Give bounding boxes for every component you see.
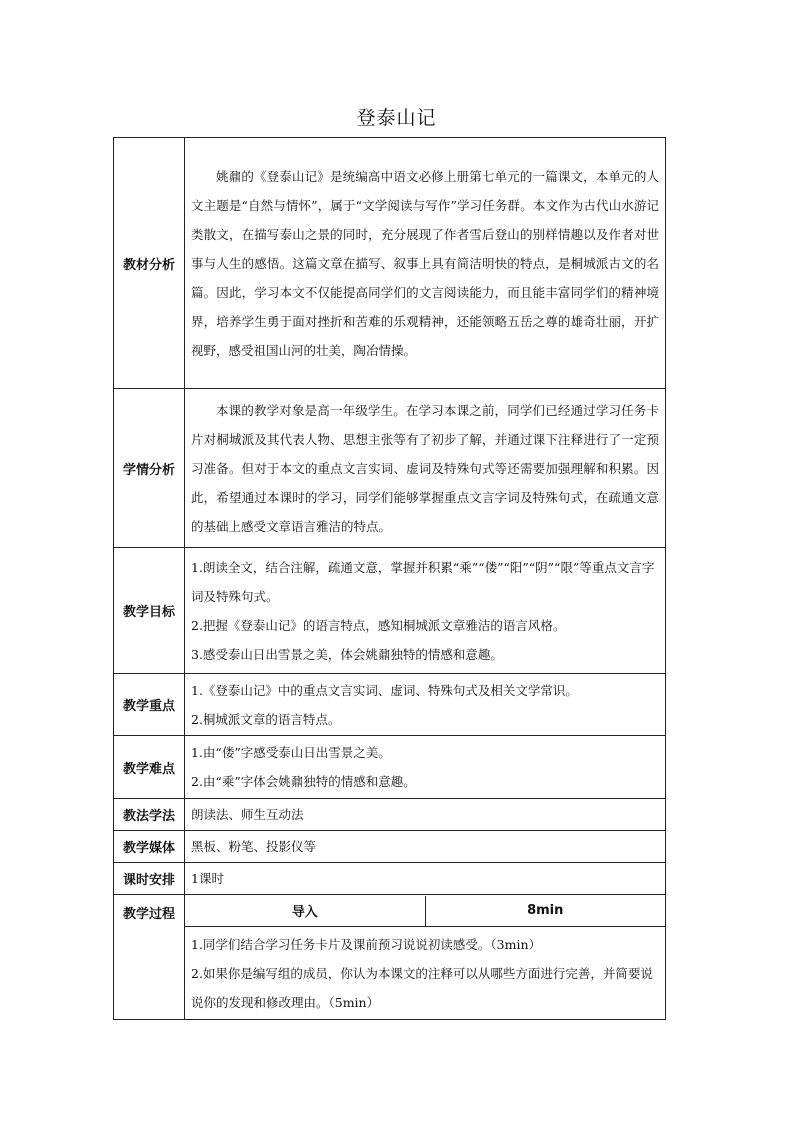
process-item-1: 1.同学们结合学习任务卡片及课前预习说说初读感受。（3min） — [191, 936, 542, 952]
label-schedule: 课时安排 — [114, 863, 185, 895]
label-material-analysis: 教材分析 — [114, 138, 185, 389]
label-objectives: 教学目标 — [114, 548, 185, 674]
label-difficulties: 教学难点 — [114, 736, 185, 799]
process-stage-header — [185, 895, 666, 927]
row-student-analysis — [114, 389, 666, 548]
content-media — [185, 831, 666, 863]
lesson-plan-table — [113, 137, 666, 1020]
content-student-analysis — [185, 389, 666, 548]
student-analysis-text: 本课的教学对象是高一年级学生。在学习本课之前，同学们已经通过学习任务卡片对桐城派及其代表人物、思想主张等有了初步了解，并通过课下注释进行了一定预习准备。但对于本文的重点文言实词、虚词及特殊句式等还需要加强理解和积累。因此，希望通过本课时的学习，同学们能够掌握重点文言字词及特殊句式，在疏通文意的基础上感受文章语言雅洁的特点。 — [191, 402, 659, 534]
row-schedule — [114, 863, 666, 895]
process-stage-name: 导入 — [185, 896, 425, 926]
label-key-points: 教学重点 — [114, 674, 185, 736]
page-title: 登泰山记 — [356, 107, 437, 129]
content-methods — [185, 799, 666, 831]
content-key-points — [185, 674, 666, 736]
process-stage-time: 8min — [527, 903, 564, 918]
row-material-analysis — [114, 138, 666, 389]
label-student-analysis: 学情分析 — [114, 389, 185, 548]
difficulty-item-2: 2.由“乘”字体会姚鼐独特的情感和意趣。 — [191, 774, 416, 789]
label-process: 教学过程 — [114, 895, 185, 1020]
schedule-text: 1课时 — [191, 871, 224, 886]
row-process-header — [114, 895, 666, 927]
row-difficulties — [114, 736, 666, 799]
row-methods — [114, 799, 666, 831]
content-difficulties — [185, 736, 666, 799]
process-item-2: 2.如果你是编写组的成员，你认为本课文的注释可以从哪些方面进行完善，并简要说说你的发现和修改理由。（5min） — [191, 965, 653, 1010]
content-material-analysis — [185, 138, 666, 389]
material-analysis-text: 姚鼐的《登泰山记》是统编高中语文必修上册第七单元的一篇课文，本单元的人文主题是“自然与情怀”，属于“文学阅读与写作”学习任务群。本文作为古代山水游记类散文，在描写泰山之景的同时，充分展现了作者雪后登山的别样情趣以及作者对世事与人生的感悟。这篇文章在描写、叙事上具有简洁明快的特点，是桐城派古文的名篇。因此，学习本文不仅能提高同学们的文言阅读能力，而且能丰富同学们的精神境界，培养学生勇于面对挫折和苦难的乐观精神，还能领略五岳之尊的雄奇壮丽，开扩视野，感受祖国山河的壮美，陶冶情操。 — [191, 168, 659, 358]
objective-item-1: 1.朗读全文，结合注解，疏通文意，掌握并积累“乘”“偻”“阳”“阴”“限”等重点文言字词及特殊句式。 — [191, 559, 655, 604]
label-media: 教学媒体 — [114, 831, 185, 863]
key-point-item-1: 1.《登泰山记》中的重点文言实词、虚词、特殊句式及相关文学常识。 — [191, 682, 578, 698]
objective-item-2: 2.把握《登泰山记》的语言特点，感知桐城派文章雅洁的语言风格。 — [191, 617, 566, 633]
row-media — [114, 831, 666, 863]
content-process — [185, 927, 666, 1020]
row-key-points — [114, 674, 666, 736]
media-text: 黑板、粉笔、投影仪等 — [191, 839, 317, 854]
content-objectives — [185, 548, 666, 674]
content-schedule — [185, 863, 666, 895]
difficulty-item-1: 1.由“偻”字感受泰山日出雪景之美。 — [191, 745, 391, 760]
methods-text: 朗读法、师生互动法 — [191, 807, 304, 822]
row-objectives — [114, 548, 666, 674]
row-process-content — [114, 927, 666, 1020]
label-methods: 教法学法 — [114, 799, 185, 831]
process-stage-table — [185, 896, 665, 926]
key-point-item-2: 2.桐城派文章的语言特点。 — [191, 711, 341, 727]
objective-item-3: 3.感受泰山日出雪景之美，体会姚鼐独特的情感和意趣。 — [191, 646, 503, 662]
